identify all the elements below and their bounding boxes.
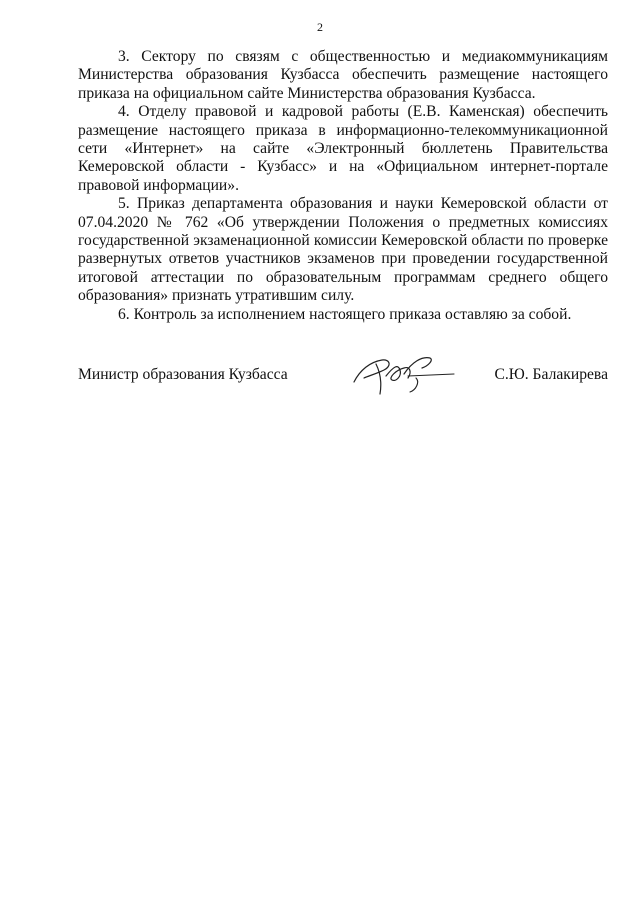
document-body [78,48,608,324]
paragraph-4: 4. Отделу правовой и кадровой работы (Е.В. Каменская) обеспечить размещение настоящего приказа в информационно-телекоммуникационной сети «Интернет» на сайте «Электронный бюллетень Правительства Кемеровской области - Кузбасс» и на «Официальном интернет-портале правовой информации». [78,103,608,194]
signature-block [78,352,608,402]
handwritten-signature [346,352,466,398]
page-number: 2 [317,20,323,34]
paragraph-3: 3. Сектору по связям с общественностью и медиакоммуникациям Министерства образования Кузбасса обеспечить размещение настоящего приказа на официальном сайте Министерства образования Кузбасса. [78,48,608,102]
paragraph-5: 5. Приказ департамента образования и науки Кемеровской области от 07.04.2020 № 762 «Об утверждении Положения о предметных комиссиях государственной экзаменационной комиссии Кемеровской области по проверке развернутых ответов участников экзаменов при проведении государственной итоговой аттестации по образовательным программам среднего общего образования» признать утратившим силу. [78,195,608,305]
signatory-position: Министр образования Кузбасса [78,366,288,383]
signatory-name: С.Ю. Балакирева [494,366,608,383]
paragraph-6: 6. Контроль за исполнением настоящего приказа оставляю за собой. [118,305,572,323]
